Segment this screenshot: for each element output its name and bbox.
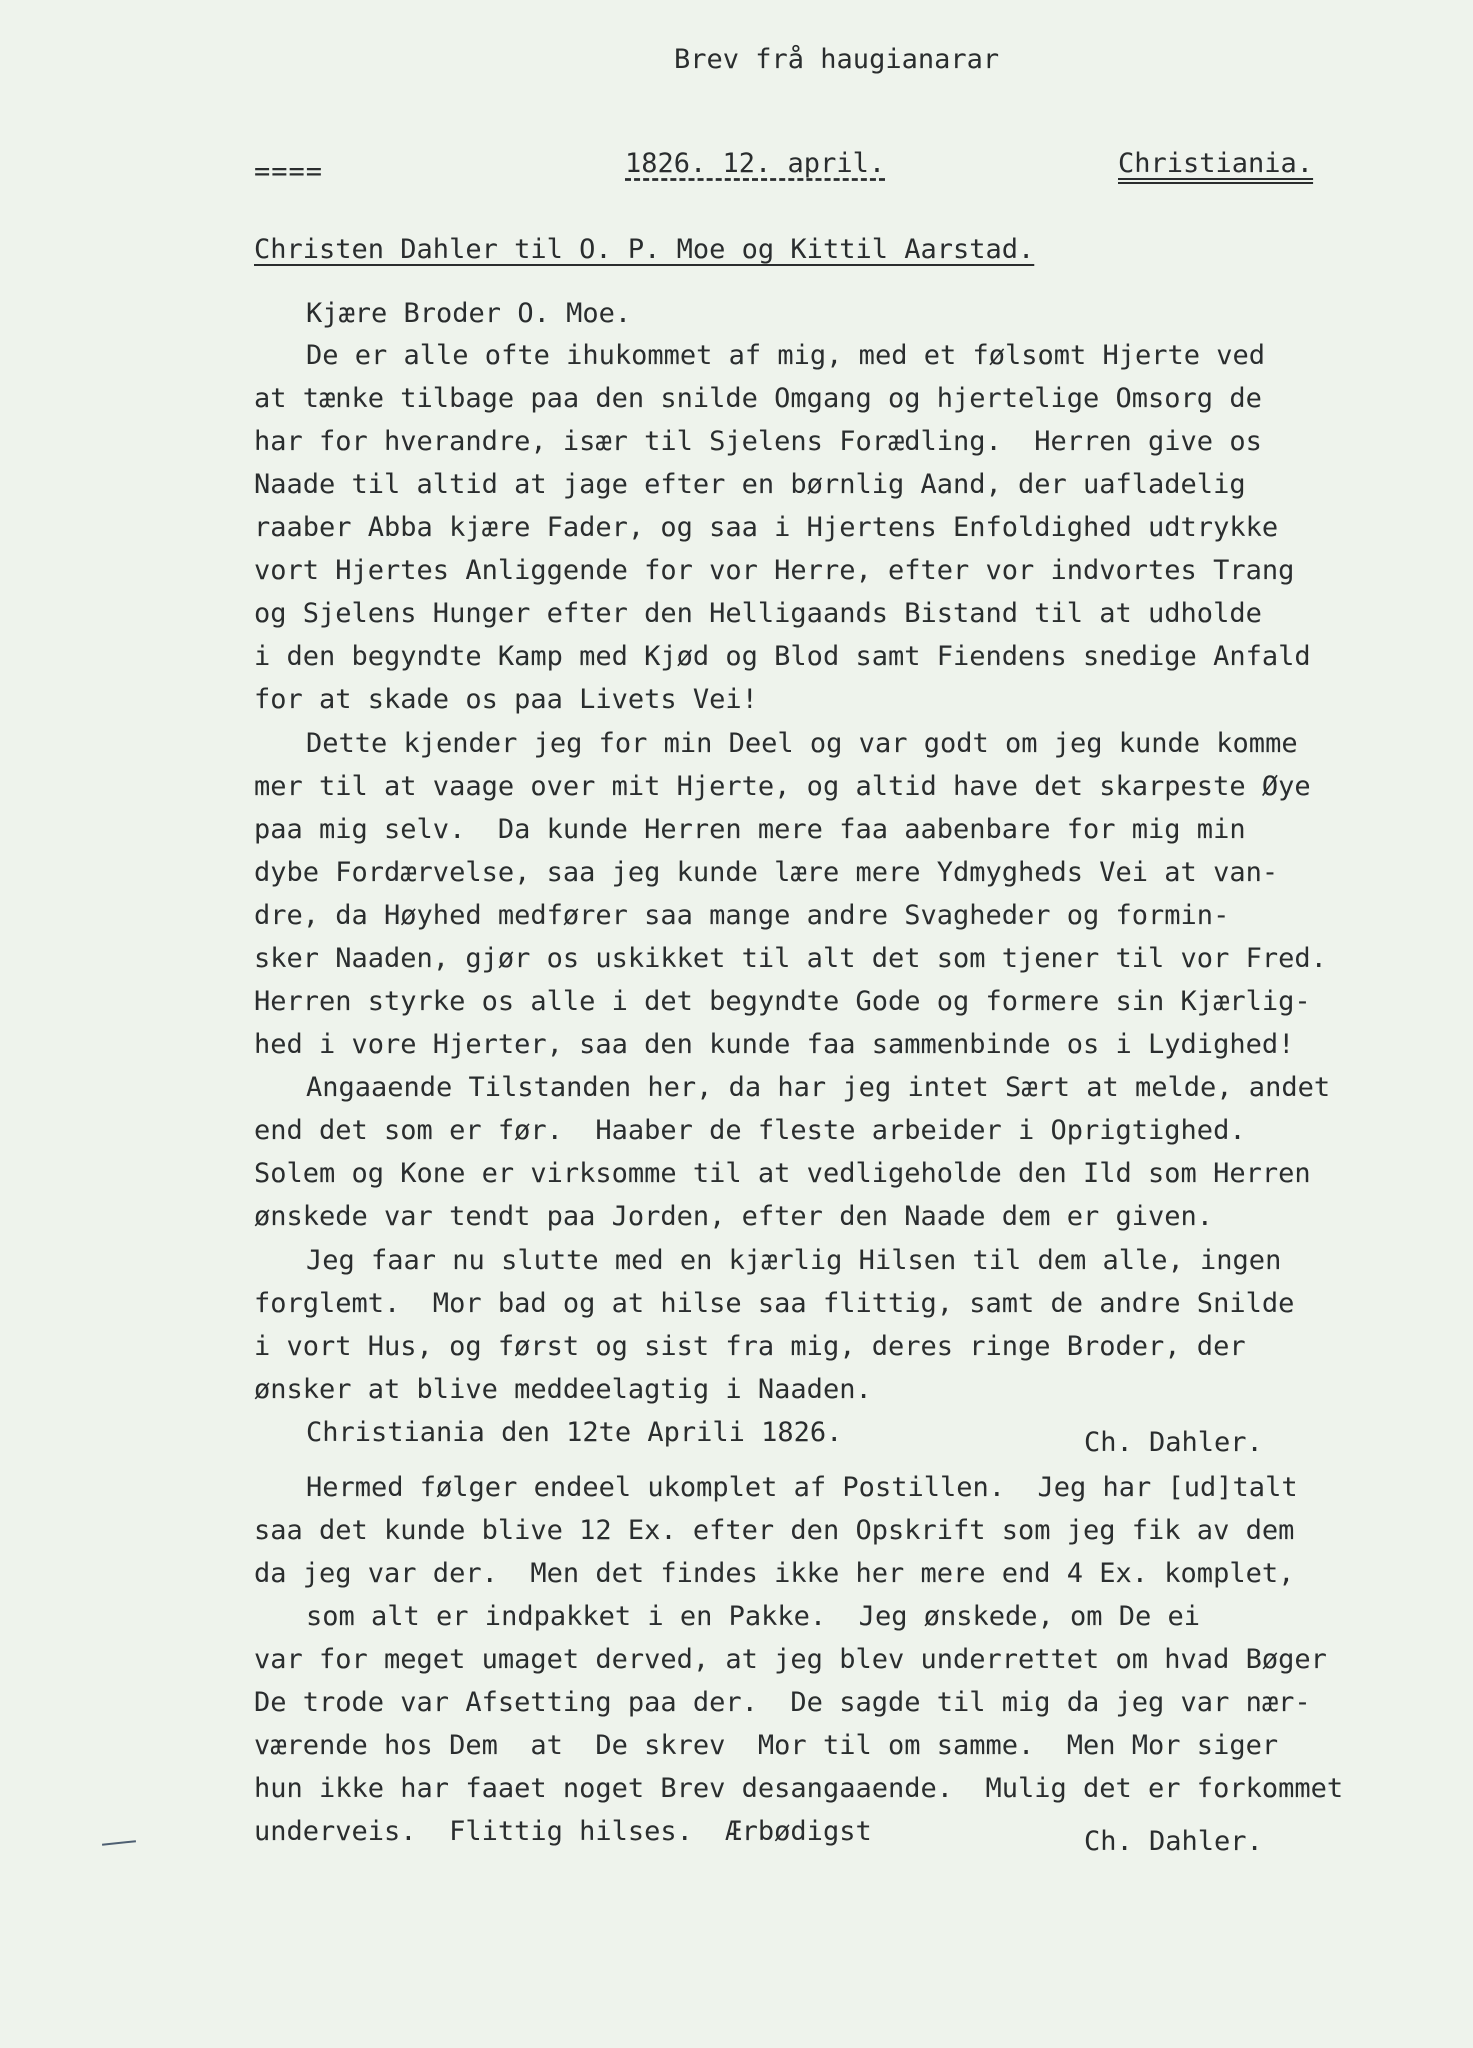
para1-line-8: i den begyndte Kamp med Kjød og Blod samt Fiendens snedige Anfald bbox=[254, 641, 1311, 672]
para4-line-2: forglemt. Mor bad og at hilse saa flittig, samt de andre Snilde bbox=[254, 1288, 1295, 1319]
postscript-line-9: underveis. Flittig hilses. Ærbødigst bbox=[254, 1816, 872, 1847]
para1-line-9: for at skade os paa Livets Vei! bbox=[254, 684, 758, 715]
para2-line-6: sker Naaden, gjør os uskikket til alt det som tjener til vor Fred. bbox=[254, 943, 1327, 974]
left-marker: ==== bbox=[254, 156, 324, 187]
postscript-line-1: Hermed følger endeel ukomplet af Postillen. Jeg har [ud]talt bbox=[306, 1472, 1298, 1503]
margin-mark bbox=[102, 1840, 136, 1846]
para3-line-4: ønskede var tendt paa Jorden, efter den Naade dem er given. bbox=[254, 1201, 1214, 1232]
para1-line-1: De er alle ofte ihukommet af mig, med et følsomt Hjerte ved bbox=[306, 340, 1266, 371]
para2-line-5: dre, da Høyhed medfører saa mange andre Svagheder og formin- bbox=[254, 900, 1230, 931]
para3-line-1: Angaaende Tilstanden her, da har jeg intet Sært at melde, andet bbox=[306, 1072, 1331, 1103]
letter-title: Christen Dahler til O. P. Moe og Kittil Aarstad. bbox=[254, 234, 1035, 265]
para2-line-3: paa mig selv. Da kunde Herren mere faa aabenbare for mig min bbox=[254, 814, 1246, 845]
closing-place-date: Christiania den 12te Aprili 1826. bbox=[306, 1417, 843, 1448]
para2-line-4: dybe Fordærvelse, saa jeg kunde lære mere Ydmygheds Vei at van- bbox=[254, 857, 1279, 888]
letter-place: Christiania. bbox=[1118, 148, 1314, 179]
postscript-line-8: hun ikke har faaet noget Brev desangaaende. Mulig det er forkommet bbox=[254, 1773, 1344, 1804]
postscript-line-5: var for meget umaget derved, at jeg blev underrettet om hvad Bøger bbox=[254, 1644, 1327, 1675]
postscript-line-3: da jeg var der. Men det findes ikke her mere end 4 Ex. komplet, bbox=[254, 1558, 1295, 1589]
para1-line-4: Naade til altid at jage efter en børnlig Aand, der uafladelig bbox=[254, 469, 1246, 500]
para1-line-2: at tænke tilbage paa den snilde Omgang og hjertelige Omsorg de bbox=[254, 383, 1262, 414]
para4-line-1: Jeg faar nu slutte med en kjærlig Hilsen til dem alle, ingen bbox=[306, 1245, 1282, 1276]
para2-line-2: mer til at vaage over mit Hjerte, og altid have det skarpeste Øye bbox=[254, 771, 1311, 802]
para3-line-2: end det som er før. Haaber de fleste arbeider i Oprigtighed. bbox=[254, 1115, 1246, 1146]
postscript-line-4: som alt er indpakket i en Pakke. Jeg ønskede, om De ei bbox=[306, 1601, 1201, 1632]
para1-line-6: vort Hjertes Anliggende for vor Herre, efter vor indvortes Trang bbox=[254, 555, 1295, 586]
para1-line-3: har for hverandre, især til Sjelens Forædling. Herren give os bbox=[254, 426, 1262, 457]
para2-line-7: Herren styrke os alle i det begyndte Gode og formere sin Kjærlig- bbox=[254, 986, 1311, 1017]
postscript-line-7: værende hos Dem at De skrev Mor til om samme. Men Mor siger bbox=[254, 1730, 1279, 1761]
para3-line-3: Solem og Kone er virksomme til at vedligeholde den Ild som Herren bbox=[254, 1158, 1311, 1189]
letter-date: 1826. 12. april. bbox=[625, 148, 886, 179]
page-header: Brev frå haugianarar bbox=[674, 44, 1000, 75]
para4-line-4: ønsker at blive meddeelagtig i Naaden. bbox=[254, 1374, 872, 1405]
para4-line-3: i vort Hus, og først og sist fra mig, deres ringe Broder, der bbox=[254, 1331, 1246, 1362]
para2-line-1: Dette kjender jeg for min Deel og var godt om jeg kunde komme bbox=[306, 728, 1298, 759]
para1-line-7: og Sjelens Hunger efter den Helligaands Bistand til at udholde bbox=[254, 598, 1262, 629]
para1-line-5: raaber Abba kjære Fader, og saa i Hjertens Enfoldighed udtrykke bbox=[254, 512, 1279, 543]
postscript-line-2: saa det kunde blive 12 Ex. efter den Opskrift som jeg fik av dem bbox=[254, 1515, 1295, 1546]
postscript-line-6: De trode var Afsetting paa der. De sagde til mig da jeg var nær- bbox=[254, 1687, 1311, 1718]
closing-signature: Ch. Dahler. bbox=[1084, 1427, 1263, 1458]
postscript-signature: Ch. Dahler. bbox=[1084, 1826, 1263, 1857]
greeting: Kjære Broder O. Moe. bbox=[306, 298, 632, 329]
para2-line-8: hed i vore Hjerter, saa den kunde faa sammenbinde os i Lydighed! bbox=[254, 1029, 1295, 1060]
